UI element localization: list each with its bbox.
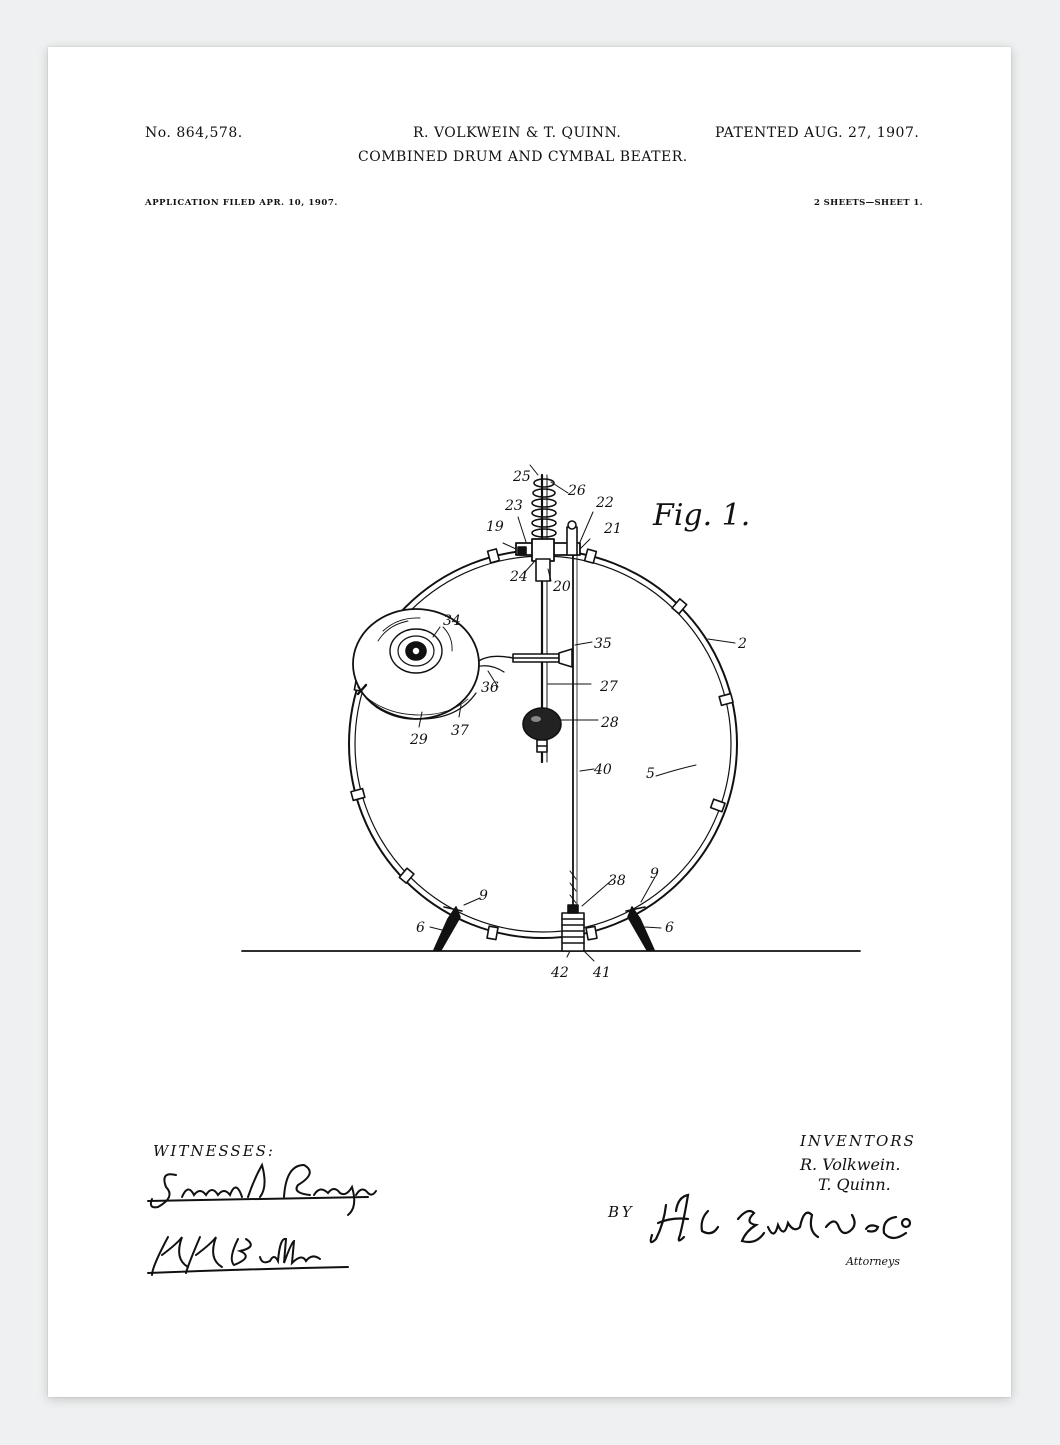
patented-date: PATENTED AUG. 27, 1907. xyxy=(715,125,920,141)
ref-numeral: 36 xyxy=(481,680,499,696)
inventors-line: R. VOLKWEIN & T. QUINN. xyxy=(413,125,622,141)
ref-numeral: 6 xyxy=(665,920,674,936)
ref-numeral: 5 xyxy=(646,766,655,782)
ref-numeral: 2 xyxy=(738,636,747,652)
drum-spurs xyxy=(434,907,654,950)
ref-numeral: 40 xyxy=(594,762,612,778)
ref-numeral: 37 xyxy=(451,723,469,739)
attorney-signature xyxy=(651,1195,910,1242)
application-filed: APPLICATION FILED APR. 10, 1907. xyxy=(145,198,338,208)
ref-numeral: 9 xyxy=(479,888,488,904)
sheet-count: 2 SHEETS—SHEET 1. xyxy=(813,198,923,208)
ref-numeral: 6 xyxy=(416,920,425,936)
ref-numeral: 26 xyxy=(568,483,586,499)
patent-title: COMBINED DRUM AND CYMBAL BEATER. xyxy=(358,149,688,165)
ref-numeral: 38 xyxy=(608,873,626,889)
ref-numeral: 41 xyxy=(593,965,611,981)
ref-numeral: 28 xyxy=(601,715,619,731)
pedal-weight xyxy=(562,905,584,951)
inventor-1-signature: R. Volkwein. xyxy=(800,1155,901,1174)
witness-signature-1 xyxy=(148,1165,376,1215)
beater-ball xyxy=(523,708,561,752)
ref-numeral: 23 xyxy=(505,498,523,514)
ref-numeral: 25 xyxy=(513,469,531,485)
witness-signature-2 xyxy=(148,1237,348,1275)
ref-numeral: 9 xyxy=(650,866,659,882)
attorneys-label: Attorneys xyxy=(846,1255,900,1268)
ref-numeral: 35 xyxy=(594,636,612,652)
ref-numeral: 34 xyxy=(443,613,461,629)
ref-numeral: 21 xyxy=(604,521,622,537)
witnesses-label: WITNESSES: xyxy=(153,1142,275,1160)
ref-numeral: 24 xyxy=(510,569,528,585)
inventor-2-signature: T. Quinn. xyxy=(818,1175,891,1194)
ref-numeral: 22 xyxy=(596,495,614,511)
ref-numeral: 29 xyxy=(410,732,428,748)
spring-coil xyxy=(532,479,556,537)
ref-numeral: 27 xyxy=(600,679,618,695)
ref-numeral: 19 xyxy=(486,519,504,535)
ref-numeral: 20 xyxy=(553,579,571,595)
figure-label: Fig. 1. xyxy=(653,498,751,533)
ref-numeral: 42 xyxy=(551,965,569,981)
patent-drawing xyxy=(48,47,1011,1397)
by-label: BY xyxy=(608,1203,635,1221)
patent-sheet xyxy=(48,47,1011,1397)
patent-number: No. 864,578. xyxy=(145,125,243,141)
inventors-label: INVENTORS xyxy=(800,1132,916,1150)
